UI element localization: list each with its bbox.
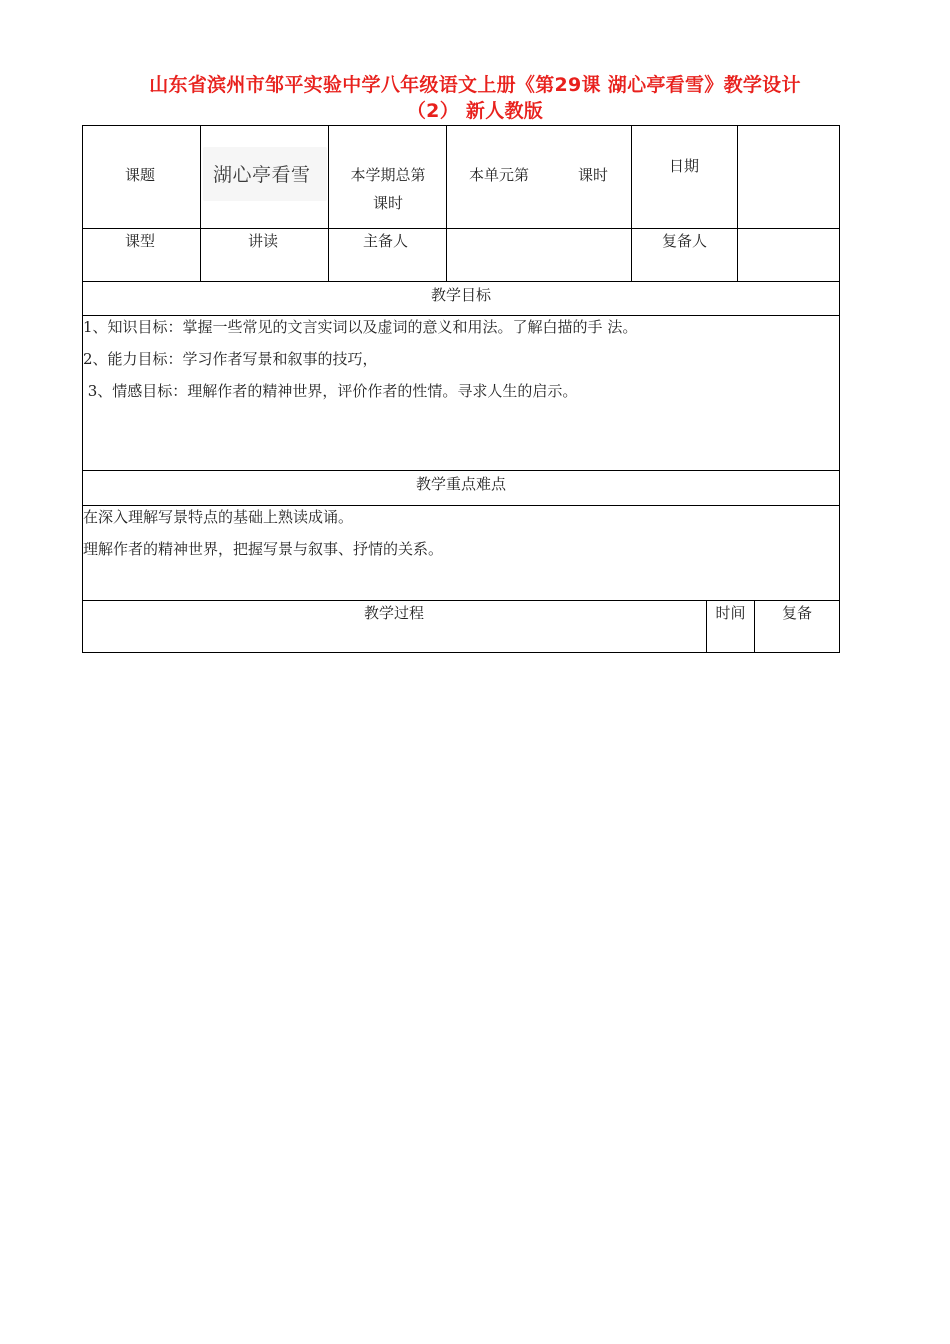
table-row1-bottom xyxy=(82,228,840,229)
topic-label: 课题 xyxy=(125,166,156,184)
col-divider-1 xyxy=(200,125,201,282)
objectives-heading: 教学目标 xyxy=(430,286,491,304)
col-divider-2 xyxy=(328,125,329,282)
date-label: 日期 xyxy=(669,157,700,175)
process-time-label: 时间 xyxy=(715,604,746,622)
process-heading: 教学过程 xyxy=(363,604,424,622)
reviewer-label: 复备人 xyxy=(662,232,708,250)
keypoints-heading: 教学重点难点 xyxy=(415,475,506,493)
document-title-line1: 山东省滨州市邹平实验中学八年级语文上册《第29课 湖心亭看雪》教学设计 xyxy=(149,74,801,96)
objectives-body-bottom xyxy=(82,470,840,471)
col-divider-5 xyxy=(737,125,738,282)
total-hours-line2: 课时 xyxy=(372,194,403,212)
keypoints-body-bottom xyxy=(82,600,840,601)
lesson-title-image xyxy=(203,147,327,201)
objective-item: 1、知识目标：掌握一些常见的文言实词以及虚词的意义和用法。了解白描的手 法。 xyxy=(83,318,638,336)
unit-hours-label: 本单元第 xyxy=(469,166,530,184)
unit-hours-suffix: 课时 xyxy=(578,166,609,184)
total-hours-label xyxy=(330,164,446,214)
document-title xyxy=(82,72,868,124)
main-preparer-label: 主备人 xyxy=(363,232,409,250)
keypoint-item: 理解作者的精神世界，把握写景与叙事、抒情的关系。 xyxy=(83,540,444,558)
objective-item: 2、能力目标：学习作者写景和叙事的技巧， xyxy=(83,350,378,368)
table-border-bottom xyxy=(82,652,840,653)
total-hours-line1: 本学期总第 xyxy=(350,166,426,184)
table-row2-bottom xyxy=(82,281,840,282)
keypoint-item: 在深入理解写景特点的基础上熟读成诵。 xyxy=(83,508,354,526)
type-value: 讲读 xyxy=(248,232,279,250)
document-title-line2: （2） 新人教版 xyxy=(406,100,544,122)
lesson-title-image-text: 湖心亭看雪 xyxy=(213,164,311,186)
col-divider-4 xyxy=(631,125,632,282)
table-border-top xyxy=(82,125,840,126)
objective-item: 3、情感目标：理解作者的精神世界，评价作者的性情。寻求人生的启示。 xyxy=(83,382,578,400)
col-divider-3 xyxy=(446,125,447,282)
table-border-right xyxy=(839,125,840,653)
process-review-label: 复备 xyxy=(781,604,812,622)
type-label: 课型 xyxy=(125,232,156,250)
